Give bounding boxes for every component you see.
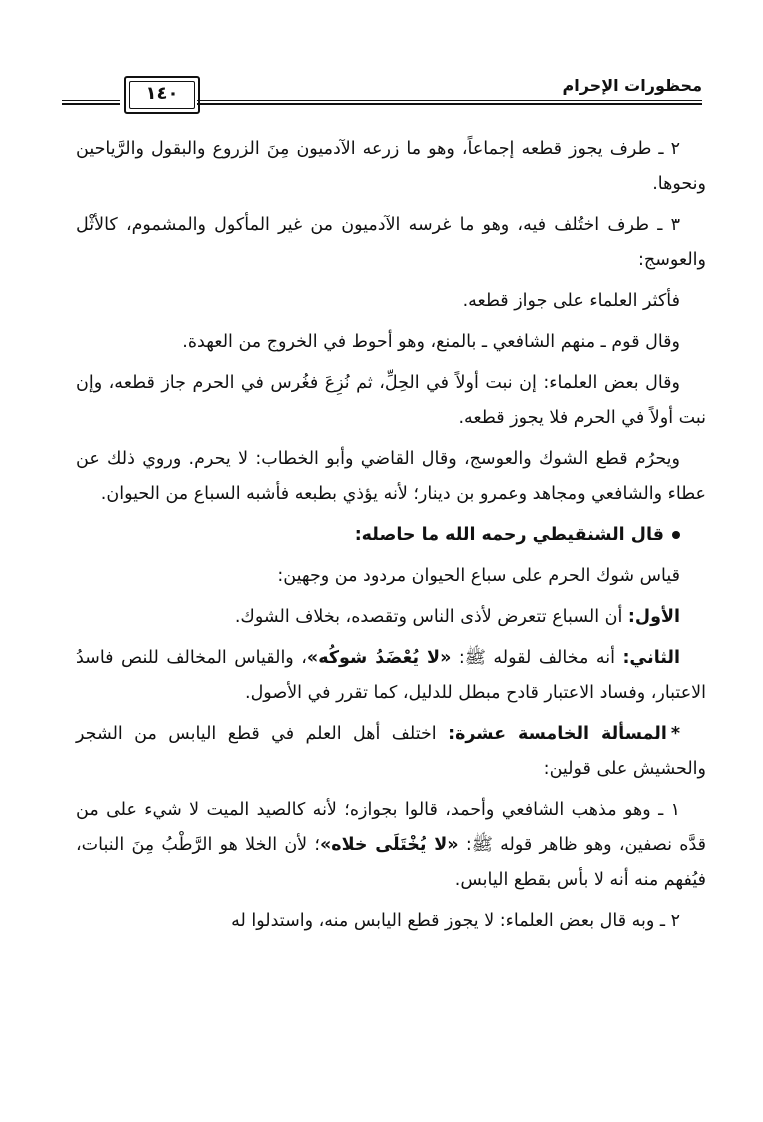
issue-label: المسألة الخامسة عشرة: — [448, 724, 667, 744]
point-label: الأول: — [627, 607, 680, 627]
point-text: ؛ لأن الخلا هو الرَّطْبُ مِنَ النبات، فيُفهم منه أنه لا بأس بقطع اليابس. — [76, 835, 706, 890]
paragraph: فأكثر العلماء على جواز قطعه. — [462, 291, 680, 311]
header-rule-right — [197, 100, 702, 108]
heading-text: قال الشنقيطي رحمه الله ما حاصله: — [354, 525, 664, 545]
point-label: الثاني: — [622, 648, 680, 668]
page-number-frame — [124, 76, 200, 114]
running-title: محظورات الإحرام — [562, 76, 702, 95]
point-text: ١ ـ وهو مذهب الشافعي وأحمد، قالوا بجوازه؛ لأنه كالصيد الميت لا شيء على من قدَّه نصفين، وهو ظاهر قوله ﷺ: — [76, 800, 706, 855]
paragraph: ٣ ـ طرف اختُلف فيه، وهو ما غرسه الآدميون من غير المأكول والمشموم، كالأثْل والعوسج: — [76, 215, 706, 270]
paragraph: ٢ ـ وبه قال بعض العلماء: لا يجوز قطع اليابس منه، واستدلوا له — [231, 911, 680, 931]
paragraph: وقال بعض العلماء: إن نبت أولاً في الحِلِّ، ثم نُزِعَ فغُرس في الحرم جاز قطعه، وإن نبت أولاً في الحرم فلا يجوز قطعه. — [76, 373, 706, 428]
point-text: أنه مخالف لقوله ﷺ: — [451, 648, 623, 668]
paragraph: قياس شوك الحرم على سباع الحيوان مردود من وجهين: — [277, 566, 680, 586]
paragraph: ويحرُم قطع الشوك والعوسج، وقال القاضي وأبو الخطاب: لا يحرم. وروي ذلك عن عطاء والشافعي ومجاهد وعمرو بن دينار؛ لأنه يؤذي بطبعه فأشبه السباع من الحيوان. — [76, 449, 706, 504]
star-icon: * — [670, 724, 680, 744]
paragraph — [76, 717, 706, 787]
page-number: ١٤٠ — [145, 83, 179, 104]
paragraph — [76, 600, 706, 635]
section-heading — [76, 518, 706, 553]
point-text: أن السباع تتعرض لأذى الناس وتقصده، بخلاف الشوك. — [234, 607, 628, 627]
paragraph: وقال قوم ـ منهم الشافعي ـ بالمنع، وهو أحوط في الخروج من العهدة. — [182, 332, 680, 352]
paragraph: ٢ ـ طرف يجوز قطعه إجماعاً، وهو ما زرعه الآدميون مِنَ الزروع والبقول والرَّياحين ونحوها. — [76, 139, 706, 194]
paragraph — [76, 641, 706, 711]
paragraph — [76, 793, 706, 898]
page-header — [62, 70, 702, 114]
hadith-quote: «لا يُخْتَلَى خلاه» — [319, 835, 459, 855]
bullet-icon — [672, 531, 680, 539]
header-rule-left — [62, 100, 120, 108]
hadith-quote: «لا يُعْضَدُ شوكُه» — [306, 648, 452, 668]
issue-text: اختلف أهل العلم في قطع اليابس من الشجر والحشيش على قولين: — [76, 724, 706, 779]
page-body — [76, 132, 706, 945]
point-text: ، والقياس المخالف للنص فاسدُ الاعتبار، وفساد الاعتبار قادح مبطل للدليل، كما تقرر في الأصول. — [76, 648, 706, 703]
